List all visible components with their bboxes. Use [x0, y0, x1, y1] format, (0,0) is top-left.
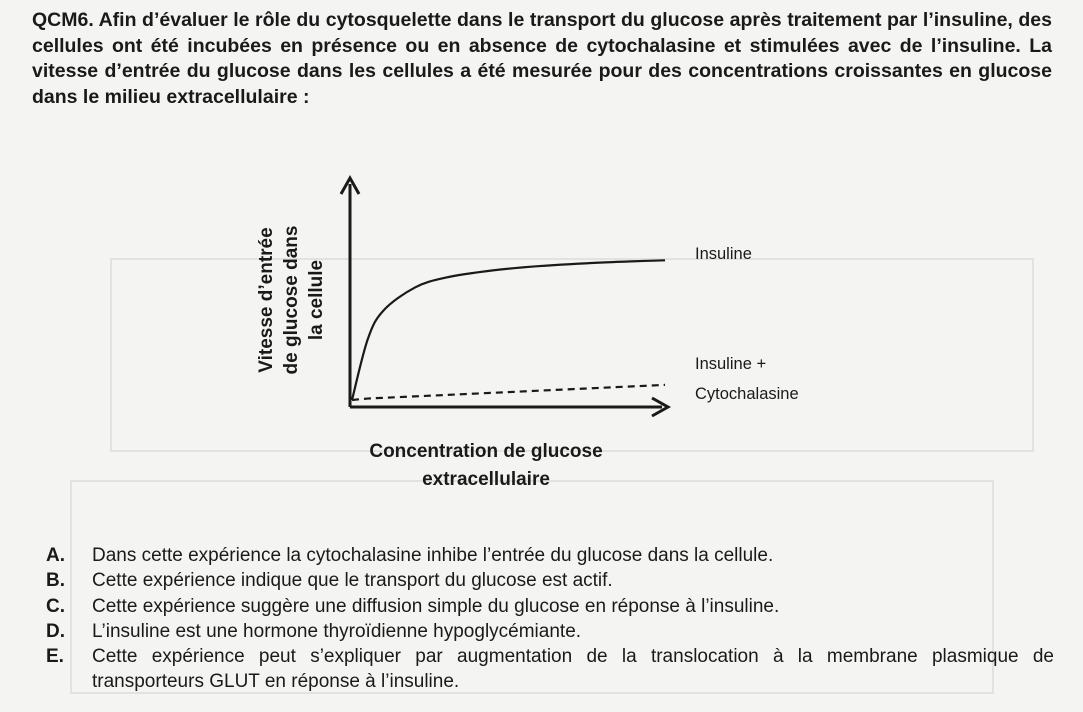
series-label-insuline-cytochalasine: Insuline + — [695, 355, 767, 373]
y-axis-label: Vitesse d’entrée — [256, 227, 277, 373]
answer-text: Dans cette expérience la cytochalasine inhibe l’entrée du glucose dans la cellule. — [92, 545, 774, 566]
answer-letter: C. — [46, 595, 65, 617]
answer-e[interactable] — [32, 644, 1054, 695]
answer-letter: A. — [46, 545, 65, 566]
answer-list — [32, 543, 1054, 695]
answer-text: Cette expérience suggère une diffusion simple du glucose en réponse à l’insuline. — [92, 595, 780, 617]
series-label-insuline: Insuline — [695, 245, 752, 263]
answer-d[interactable] — [32, 619, 1054, 644]
question-id: QCM6. — [32, 9, 94, 31]
question-block — [32, 8, 1052, 110]
answer-a[interactable] — [32, 543, 1054, 568]
series-label-insuline-cytochalasine: Cytochalasine — [695, 385, 799, 403]
x-axis-label: Concentration de glucose — [369, 441, 603, 462]
answer-letter: E. — [46, 646, 64, 668]
answer-text: L’insuline est une hormone thyroïdienne hypoglycémiante. — [92, 620, 582, 642]
answer-b[interactable] — [32, 568, 1054, 593]
answer-c[interactable] — [32, 594, 1054, 619]
answer-text: Cette expérience indique que le transport du glucose est actif. — [92, 570, 613, 592]
answer-letter: B. — [46, 570, 65, 592]
x-axis-label: extracellulaire — [422, 469, 550, 490]
y-axis-arrowhead — [341, 178, 359, 194]
answer-letter: D. — [46, 620, 65, 642]
y-axis-label: la cellule — [306, 259, 327, 341]
answer-text: Cette expérience peut s’expliquer par augmentation de la translocation à la membrane plasmique de transporteurs GLUT en réponse à l’insuline. — [92, 646, 1054, 693]
question-text: Afin d’évaluer le rôle du cytosquelette dans le transport du glucose après traitement par l’insuline, des cellules ont été incubées en présence ou en absence de cytochalasine et stimulées avec de l’insuline. La vitesse d’entrée du glucose dans les cellules a été mesurée pour des concentrations croissantes en glucose dans le milieu extracellulaire : — [32, 9, 1052, 108]
y-axis-label: de glucose dans — [281, 225, 302, 375]
